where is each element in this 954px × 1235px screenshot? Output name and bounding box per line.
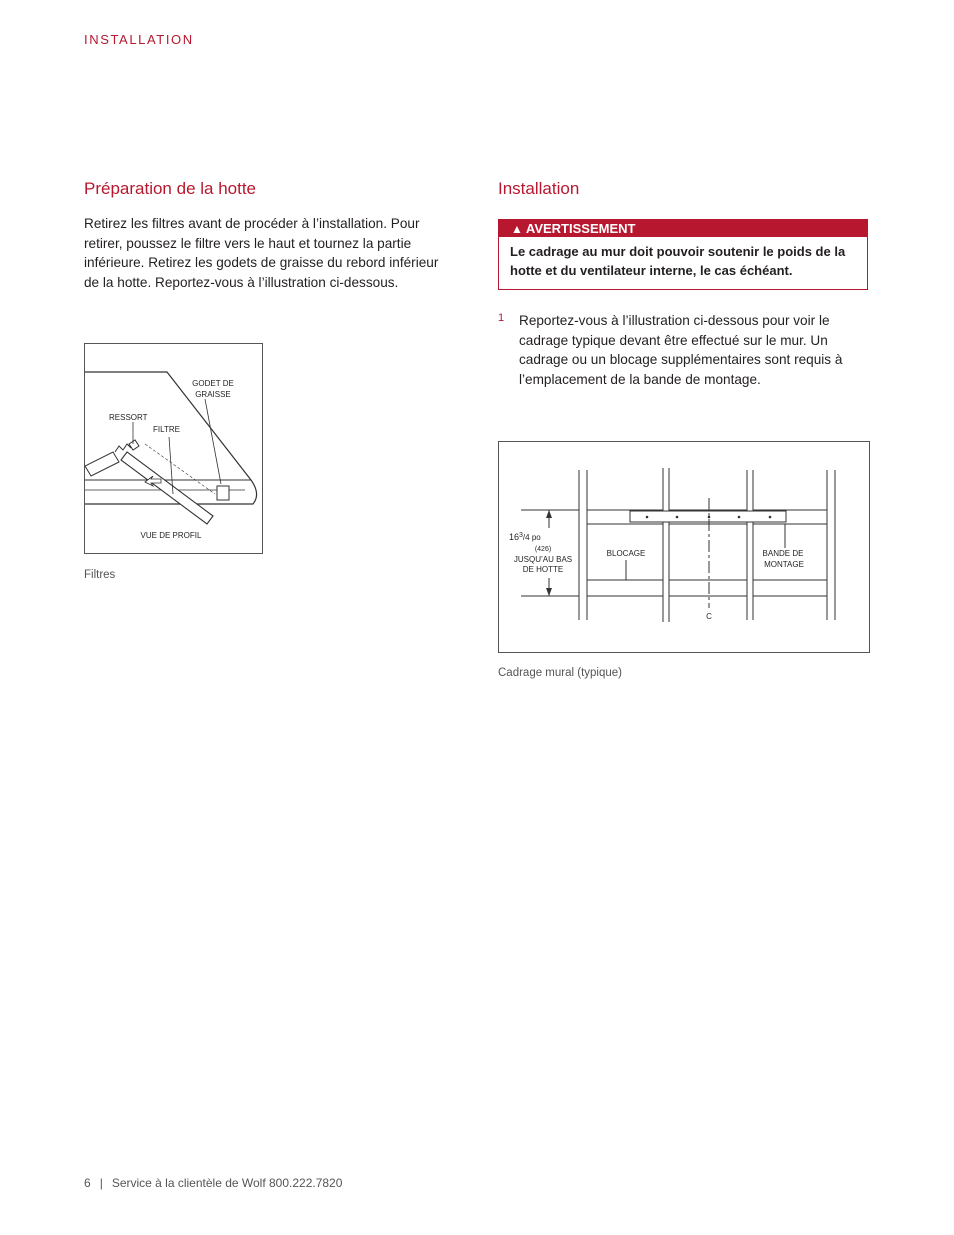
- caption-filters: Filtres: [84, 569, 116, 581]
- step-number: 1: [498, 312, 505, 324]
- heading-installation: Installation: [498, 179, 580, 198]
- warning-title-bar: [499, 220, 867, 237]
- wall-framing-illustration: [499, 442, 869, 652]
- label-grease-cup-line1: GODET DE: [192, 379, 234, 388]
- label-mounting-strip-line2: MONTAGE: [764, 560, 804, 569]
- label-grease-cup-line2: GRAISSE: [195, 390, 231, 399]
- label-spring: RESSORT: [109, 413, 148, 422]
- warning-title: AVERTISSEMENT: [525, 221, 636, 236]
- label-centerline: C: [706, 612, 712, 621]
- heading-hood-preparation: Préparation de la hotte: [84, 179, 257, 198]
- wall-framing-figure: [498, 441, 870, 653]
- label-filter: FILTRE: [153, 425, 180, 434]
- filters-illustration: [85, 344, 262, 553]
- hood-preparation-paragraph: Retirez les filtres avant de procéder à l’installation. Pour retirer, poussez le filtre vers le haut et tournez la partie inférieure. Retirez les godets de graisse du rebord inférieur de la hotte. Reportez-vous à l’illustration ci-dessous.: [84, 216, 439, 290]
- footer-separator: |: [99, 1176, 103, 1190]
- label-blocking: BLOCAGE: [606, 549, 646, 558]
- label-mounting-strip-line1: BANDE DE: [762, 549, 804, 558]
- label-dimension-mm: (426): [534, 546, 552, 553]
- warning-triangle-icon: ▲: [511, 222, 523, 236]
- caption-wall-framing: Cadrage mural (typique): [498, 667, 623, 679]
- page-footer: [84, 1176, 342, 1190]
- step-text: Reportez-vous à l’illustration ci-dessous pour voir le cadrage typique devant être effectué sur le mur. Un cadrage ou un blocage supplémentaires sont requis à l’emplacement de la bande de montage.: [519, 313, 843, 387]
- label-dimension: $16^3/4$ po: [509, 532, 541, 542]
- filters-figure: [84, 343, 263, 554]
- label-side-view: VUE DE PROFIL: [140, 531, 202, 540]
- section-header: INSTALLATION: [84, 32, 194, 47]
- label-to-hood-bottom-line2: DE HOTTE: [522, 565, 564, 574]
- label-to-hood-bottom-line1: JUSQU’AU BAS: [513, 555, 573, 564]
- warning-box: [498, 219, 868, 290]
- page-number: 6: [84, 1176, 91, 1190]
- warning-text: Le cadrage au mur doit pouvoir soutenir le poids de la hotte et du ventilateur interne, le cas échéant.: [510, 244, 846, 278]
- customer-service-text: Service à la clientèle de Wolf 800.222.7820: [111, 1176, 343, 1190]
